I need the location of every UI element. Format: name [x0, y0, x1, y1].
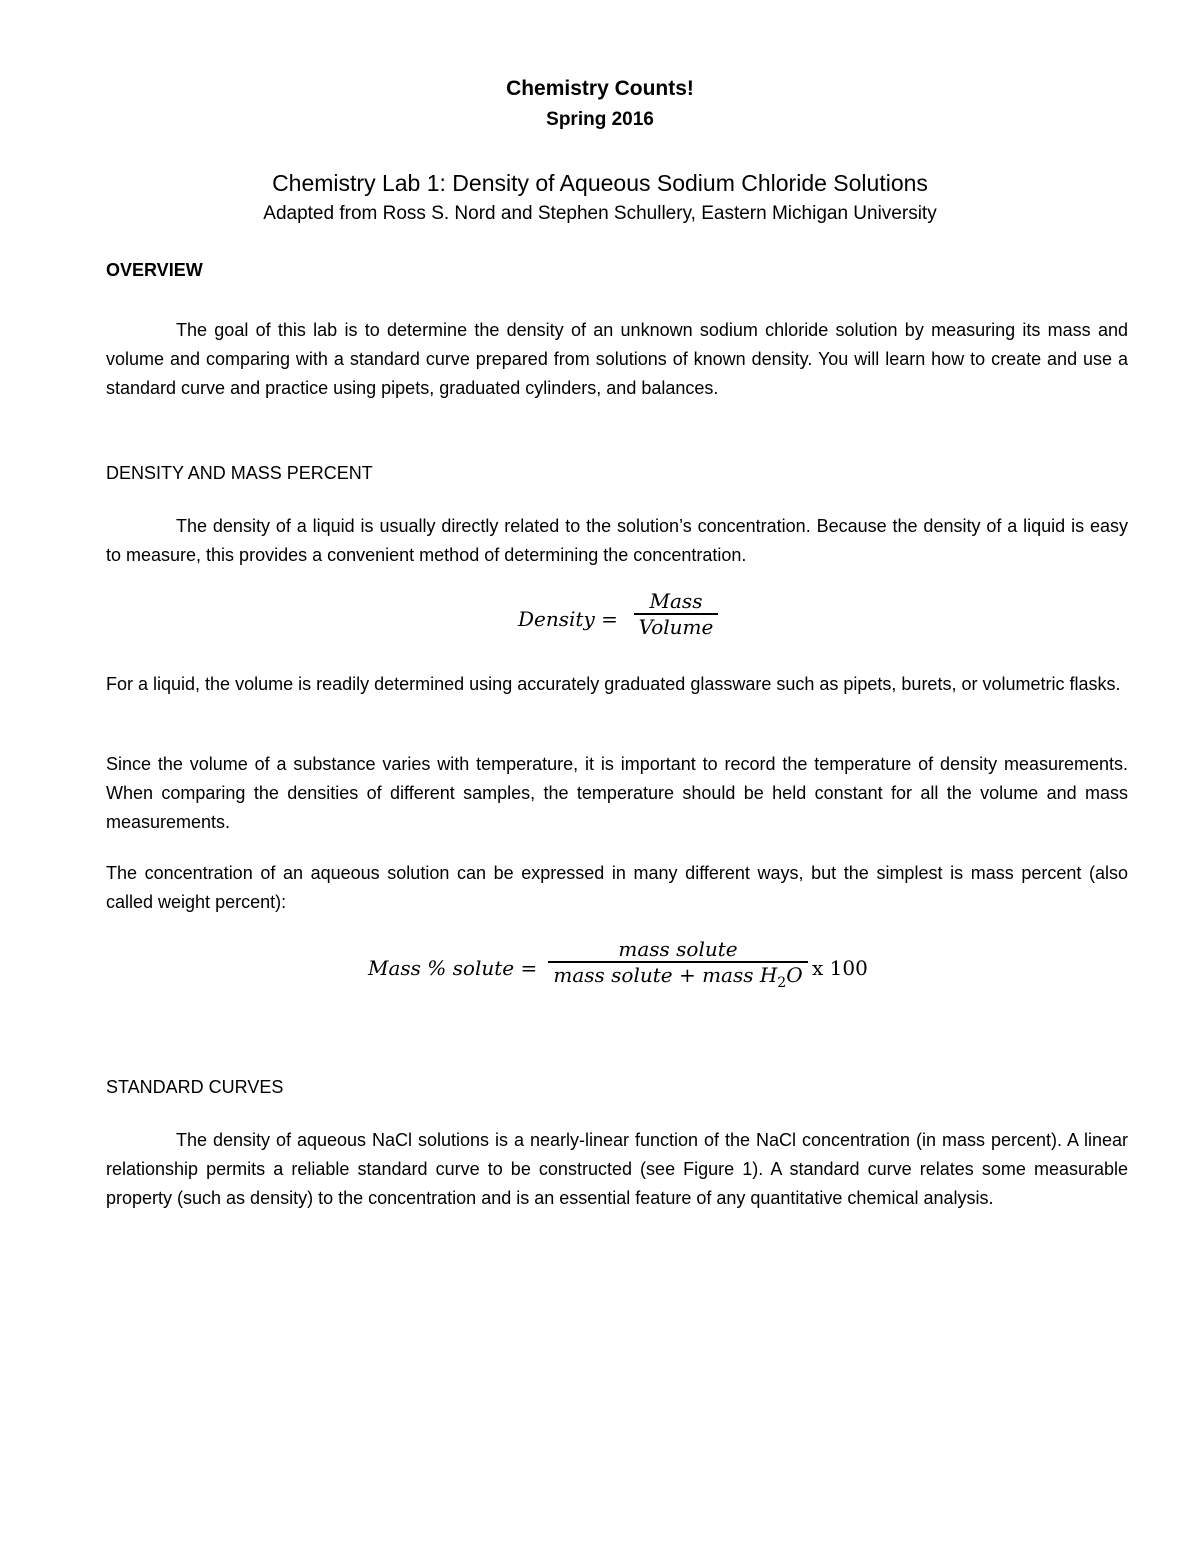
credit-line: Adapted from Ross S. Nord and Stephen Schullery, Eastern Michigan University [263, 203, 937, 224]
lab-title: Chemistry Lab 1: Density of Aqueous Sodium Chloride Solutions [272, 170, 928, 196]
density-formula-fraction [634, 589, 718, 639]
standard-curves-paragraph: The density of aqueous NaCl solutions is a nearly-linear function of the NaCl concentration (in mass percent). A linear relationship permits a reliable standard curve to be constructed (see Figure 1). A standard curve relates some measurable property (such as density) to the concentration and is an essential feature of any quantitative chemical analysis. [106, 1130, 1128, 1208]
density-formula-denominator: Volume [638, 615, 714, 639]
overview-heading: OVERVIEW [106, 260, 203, 280]
mass-formula-denominator-main: mass solute + mass H [553, 963, 778, 987]
standard-curves-heading: STANDARD CURVES [106, 1077, 284, 1097]
mass-formula-equals: = [520, 956, 538, 980]
term-label: Spring 2016 [546, 109, 654, 130]
course-title: Chemistry Counts! [506, 77, 694, 100]
mass-formula-denominator-sub: 2 [777, 975, 787, 991]
density-paragraph-4: The concentration of an aqueous solution can be expressed in many different ways, but the simplest is mass percent (also called weight percent): [106, 863, 1128, 912]
density-formula-numerator: Mass [649, 589, 703, 613]
mass-formula-multiplier: x 100 [812, 956, 868, 980]
density-paragraph-1: The density of a liquid is usually directly related to the solution’s concentration. Because the density of a liquid is easy to measure, this provides a convenient method of determining the concentration. [106, 516, 1128, 565]
density-formula-equals: = [601, 607, 618, 631]
mass-formula-denominator-end: O [786, 963, 803, 987]
density-formula-lhs-text: Density [518, 607, 595, 631]
density-paragraph-3: Since the volume of a substance varies with temperature, it is important to record the temperature of density measurements. When comparing the densities of different samples, the temperature should be held constant for all the volume and mass measurements. [106, 754, 1128, 832]
mass-formula-denominator [548, 963, 808, 991]
mass-formula-lhs-text: Mass % solute [368, 956, 515, 980]
mass-formula-lhs [368, 956, 537, 980]
density-formula-lhs [518, 607, 618, 631]
mass-formula-numerator: mass solute [618, 937, 738, 961]
density-paragraph-2: For a liquid, the volume is readily determined using accurately graduated glassware such as pipets, burets, or volumetric flasks. [106, 674, 1121, 694]
mass-formula-fraction [548, 937, 808, 991]
overview-paragraph: The goal of this lab is to determine the density of an unknown sodium chloride solution by measuring its mass and volume and comparing with a standard curve prepared from solutions of known density. You will learn how to create and use a standard curve and practice using pipets, graduated cylinders, and balances. [106, 320, 1128, 398]
density-heading: DENSITY AND MASS PERCENT [106, 463, 373, 483]
